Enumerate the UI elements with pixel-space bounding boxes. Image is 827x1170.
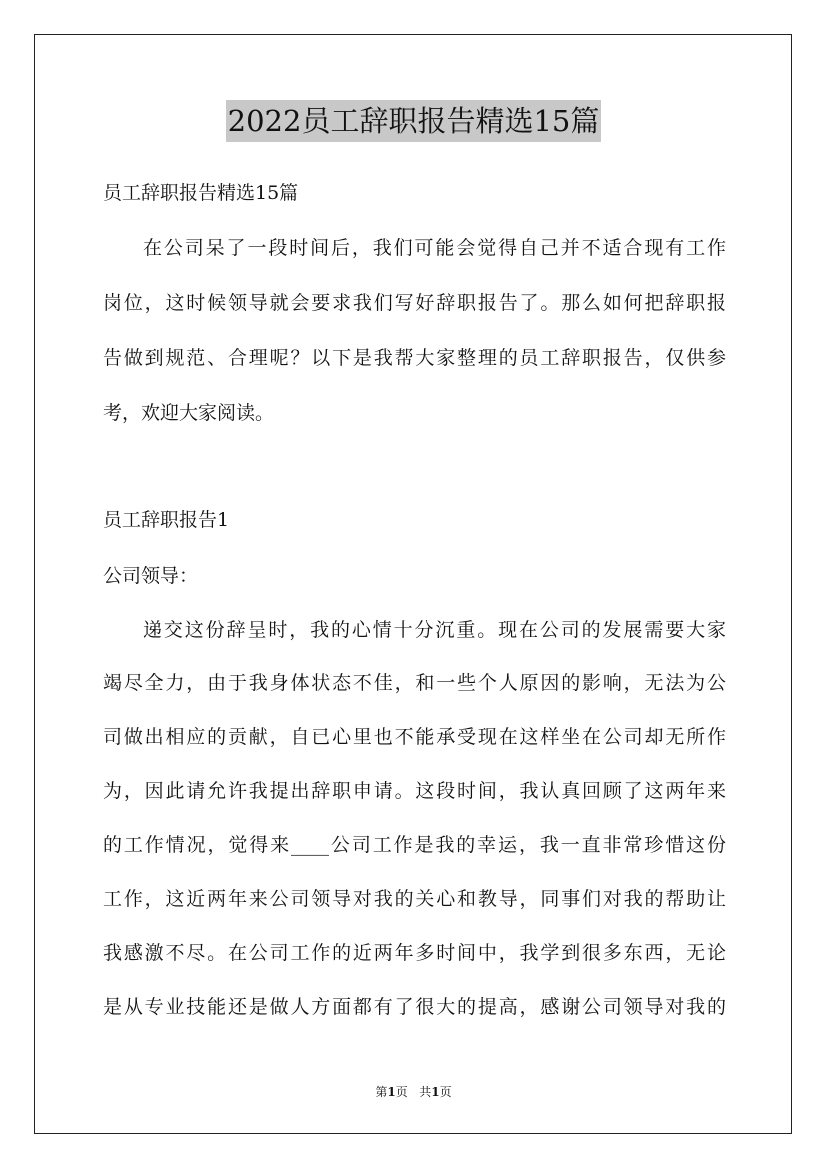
salutation: 公司领导： bbox=[103, 565, 199, 587]
intro-line-2: 岗位，这时候领导就会要求我们写好辞职报告了。那么如何把辞职报 bbox=[103, 292, 726, 314]
title-container bbox=[0, 100, 827, 142]
footer-page-prefix: 第 bbox=[375, 1085, 388, 1099]
body-line-7: 我感激不尽。在公司工作的近两年多时间中，我学到很多东西，无论 bbox=[103, 942, 726, 964]
body-line-6: 工作，这近两年来公司领导对我的关心和教导，同事们对我的帮助让 bbox=[103, 888, 726, 910]
body-line-3: 司做出相应的贡献，自已心里也不能承受现在这样坐在公司却无所作 bbox=[103, 726, 726, 748]
body-line-2: 竭尽全力，由于我身体状态不佳，和一些个人原因的影响，无法为公 bbox=[103, 672, 726, 694]
footer-total-suffix: 页 bbox=[439, 1085, 452, 1099]
body-line-4: 为，因此请允许我提出辞职申请。这段时间，我认真回顾了这两年来 bbox=[103, 780, 726, 802]
document-title: 2022员工辞职报告精选15篇 bbox=[226, 100, 602, 142]
footer-page-number: 1 bbox=[387, 1085, 396, 1099]
body-line-1: 递交这份辞呈时，我的心情十分沉重。现在公司的发展需要大家 bbox=[143, 619, 726, 641]
subtitle: 员工辞职报告精选15篇 bbox=[103, 182, 299, 204]
footer-total-prefix: 共 bbox=[419, 1085, 432, 1099]
intro-line-4: 考，欢迎大家阅读。 bbox=[103, 402, 275, 424]
intro-line-1: 在公司呆了一段时间后，我们可能会觉得自己并不适合现有工作 bbox=[143, 237, 726, 259]
intro-line-3: 告做到规范、合理呢？以下是我帮大家整理的员工辞职报告，仅供参 bbox=[103, 347, 726, 369]
body-line-8: 是从专业技能还是做人方面都有了很大的提高，感谢公司领导对我的 bbox=[103, 996, 726, 1018]
page-footer bbox=[0, 1084, 827, 1100]
footer-page-suffix: 页 bbox=[395, 1085, 408, 1099]
section-heading: 员工辞职报告1 bbox=[103, 509, 230, 531]
footer-total-number: 1 bbox=[431, 1085, 440, 1099]
body-line-5: 的工作情况，觉得来____公司工作是我的幸运，我一直非常珍惜这份 bbox=[103, 834, 726, 856]
